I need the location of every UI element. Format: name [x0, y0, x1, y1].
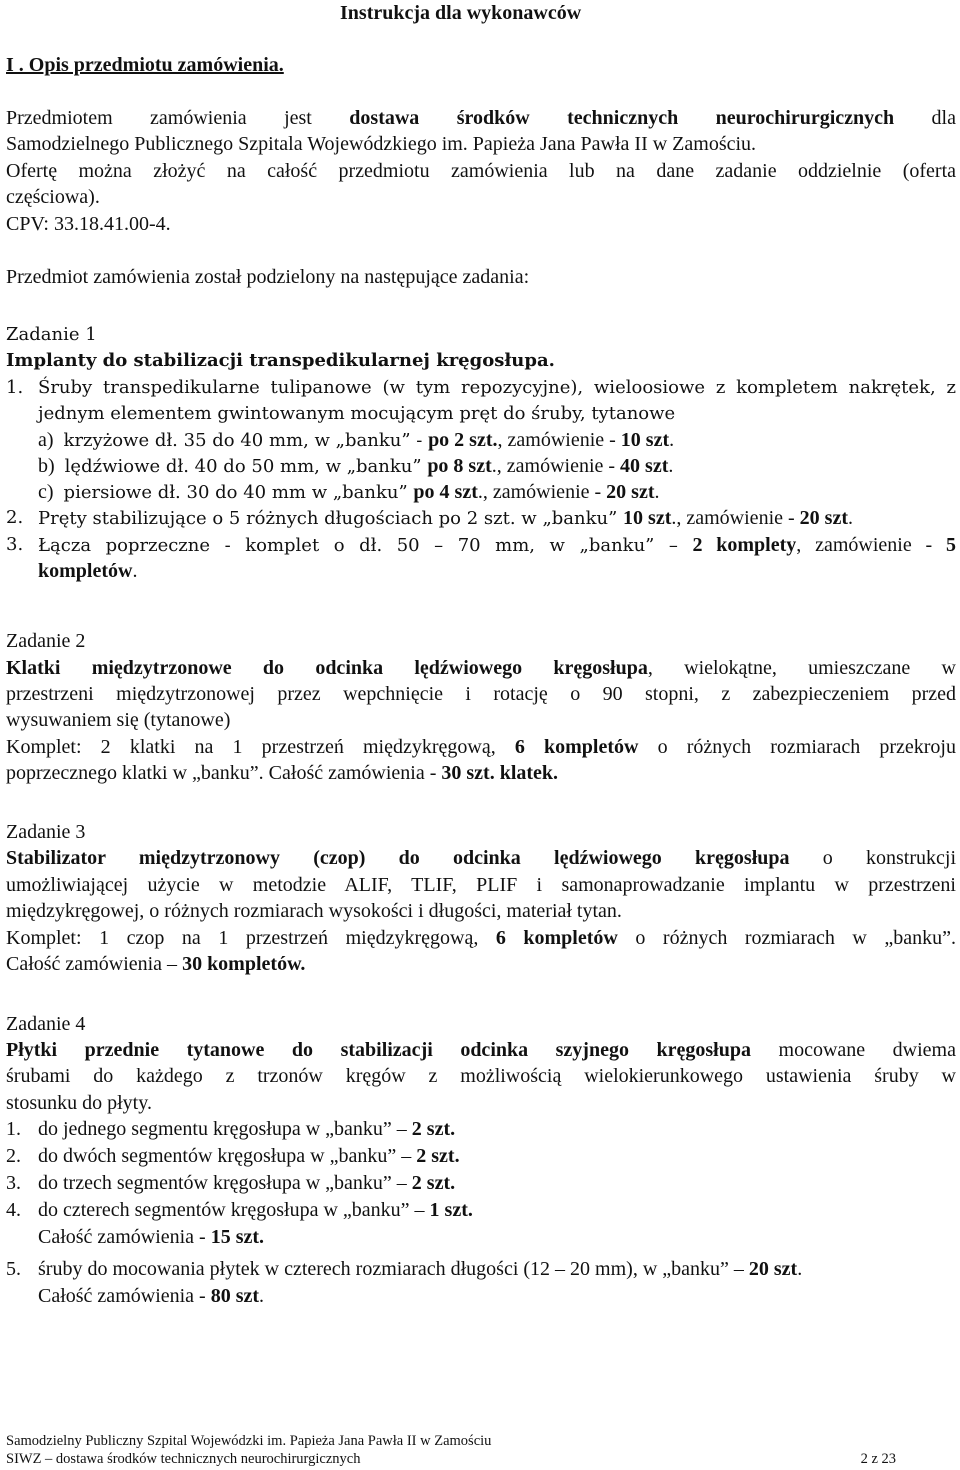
task-1-item-2-number: 2. — [6, 507, 24, 528]
task-3-line-2: umożliwiającej użycie w metodzie ALIF, TLIF, PLIF i samonaprowadzanie implantu w przestrzeni — [6, 874, 956, 896]
footer-document: SIWZ – dostawa środków technicznych neurochirurgicznych 2 z 23 — [6, 1451, 896, 1467]
task-1-item-3-line-2: kompletów. — [38, 560, 138, 582]
task-4-item-2-number: 2. — [6, 1145, 21, 1167]
task-4-item-3-number: 3. — [6, 1172, 21, 1194]
task-1-item-1-number: 1. — [6, 377, 24, 398]
task-4-line-2: śrubami do każdego z trzonów kręgów z możliwością wielokierunkowego ustawienia śruby w — [6, 1065, 956, 1087]
task-4-item-1-number: 1. — [6, 1118, 21, 1140]
task-1-heading: Zadanie 1 — [6, 324, 97, 345]
task-2-line-4: Komplet: 2 klatki na 1 przestrzeń międzykręgową, 6 kompletów o różnych rozmiarach przekroju — [6, 736, 956, 758]
task-2-line-2: przestrzeni międzytrzonowej przez wepchnięcie i rotację o 90 stopni, z zabezpieczeniem przed — [6, 683, 956, 705]
task-1-item-3-line-1: Łącza poprzeczne - komplet o dł. 50 – 70 mm, w „banku” – 2 komplety, zamówienie - 5 — [38, 534, 957, 556]
task-3-heading: Zadanie 3 — [6, 821, 86, 843]
document-title: Instrukcja dla wykonawców — [340, 2, 582, 24]
intro-line-3: Ofertę można złożyć na całość przedmiotu zamówienia lub na dane zadanie oddzielnie (oferta — [6, 160, 956, 182]
task-1-item-a: a) krzyżowe dł. 35 do 40 mm, w „banku” - po 2 szt., zamówienie - 10 szt. — [38, 429, 675, 451]
intro-line-1: Przedmiotem zamówienia jest dostawa środków technicznych neurochirurgicznych dla — [6, 107, 956, 129]
task-4-line-1: Płytki przednie tytanowe do stabilizacji odcinka szyjnego kręgosłupa mocowane dwiema — [6, 1039, 956, 1061]
footer-institution: Samodzielny Publiczny Szpital Wojewódzki im. Papieża Jana Pawła II w Zamościu — [6, 1433, 492, 1449]
task-4-item-4: do czterech segmentów kręgosłupa w „banku” – 1 szt. — [38, 1199, 473, 1221]
task-1-item-1-line-1: Śruby transpedikularne tulipanowe (w tym repozycyjne), wieloosiowe z kompletem nakrętek, z — [38, 377, 956, 398]
task-1-item-b: b) lędźwiowe dł. 40 do 50 mm, w „banku” po 8 szt., zamówienie - 40 szt. — [38, 455, 674, 477]
task-1-title: Implanty do stabilizacji transpedikularnej kręgosłupa. — [6, 350, 555, 371]
task-4-item-2: do dwóch segmentów kręgosłupa w „banku” – 2 szt. — [38, 1145, 460, 1167]
task-1-item-3-number: 3. — [6, 534, 24, 555]
cpv-code: CPV: 33.18.41.00-4. — [6, 213, 171, 235]
task-4-item-4-number: 4. — [6, 1199, 21, 1221]
intro-line-4: częściowa). — [6, 186, 100, 208]
task-3-line-4: Komplet: 1 czop na 1 przestrzeń międzykręgową, 6 kompletów o różnych rozmiarach w „banku”. — [6, 927, 956, 949]
task-1-item-c: c) piersiowe dł. 30 do 40 mm w „banku” po 4 szt., zamówienie - 20 szt. — [38, 481, 660, 503]
split-note: Przedmiot zamówienia został podzielony na następujące zadania: — [6, 266, 530, 288]
intro-line-2: Samodzielnego Publicznego Szpitala Wojewódzkiego im. Papieża Jana Pawła II w Zamościu. — [6, 133, 757, 155]
task-3-line-1: Stabilizator międzytrzonowy (czop) do odcinka lędźwiowego kręgosłupa o konstrukcji — [6, 847, 956, 869]
task-1-item-1-line-2: jednym elementem gwintowanym mocującym pręt do śruby, tytanowe — [38, 403, 676, 424]
task-2-line-5: poprzecznego klatki w „banku”. Całość zamówienia - 30 szt. klatek. — [6, 762, 559, 784]
task-3-line-5: Całość zamówienia – 30 kompletów. — [6, 953, 306, 975]
task-4-item-3: do trzech segmentów kręgosłupa w „banku” – 2 szt. — [38, 1172, 456, 1194]
task-3-line-3: międzykręgowej, o różnych rozmiarach wysokości i długości, materiał tytan. — [6, 900, 622, 922]
task-4-line-3: stosunku do płyty. — [6, 1092, 152, 1114]
task-2-line-3: wysuwaniem się (tytanowe) — [6, 709, 231, 731]
task-2-heading: Zadanie 2 — [6, 630, 86, 652]
task-4-item-1: do jednego segmentu kręgosłupa w „banku” – 2 szt. — [38, 1118, 456, 1140]
task-1-item-2: Pręty stabilizujące o 5 różnych długościach po 2 szt. w „banku” 10 szt., zamówienie - 20 szt. — [38, 507, 853, 529]
task-4-total-2: Całość zamówienia - 80 szt. — [38, 1285, 265, 1307]
task-4-item-5-number: 5. — [6, 1258, 21, 1280]
page-number: 2 z 23 — [860, 1451, 896, 1467]
task-2-line-1: Klatki międzytrzonowe do odcinka lędźwiowego kręgosłupa, wielokątne, umieszczane w — [6, 657, 956, 679]
task-4-total-1: Całość zamówienia - 15 szt. — [38, 1226, 265, 1248]
task-4-item-5: śruby do mocowania płytek w czterech rozmiarach długości (12 – 20 mm), w „banku” – 20 szt. — [38, 1258, 803, 1280]
task-4-heading: Zadanie 4 — [6, 1013, 86, 1035]
section-heading: I . Opis przedmiotu zamówienia. — [6, 54, 284, 76]
